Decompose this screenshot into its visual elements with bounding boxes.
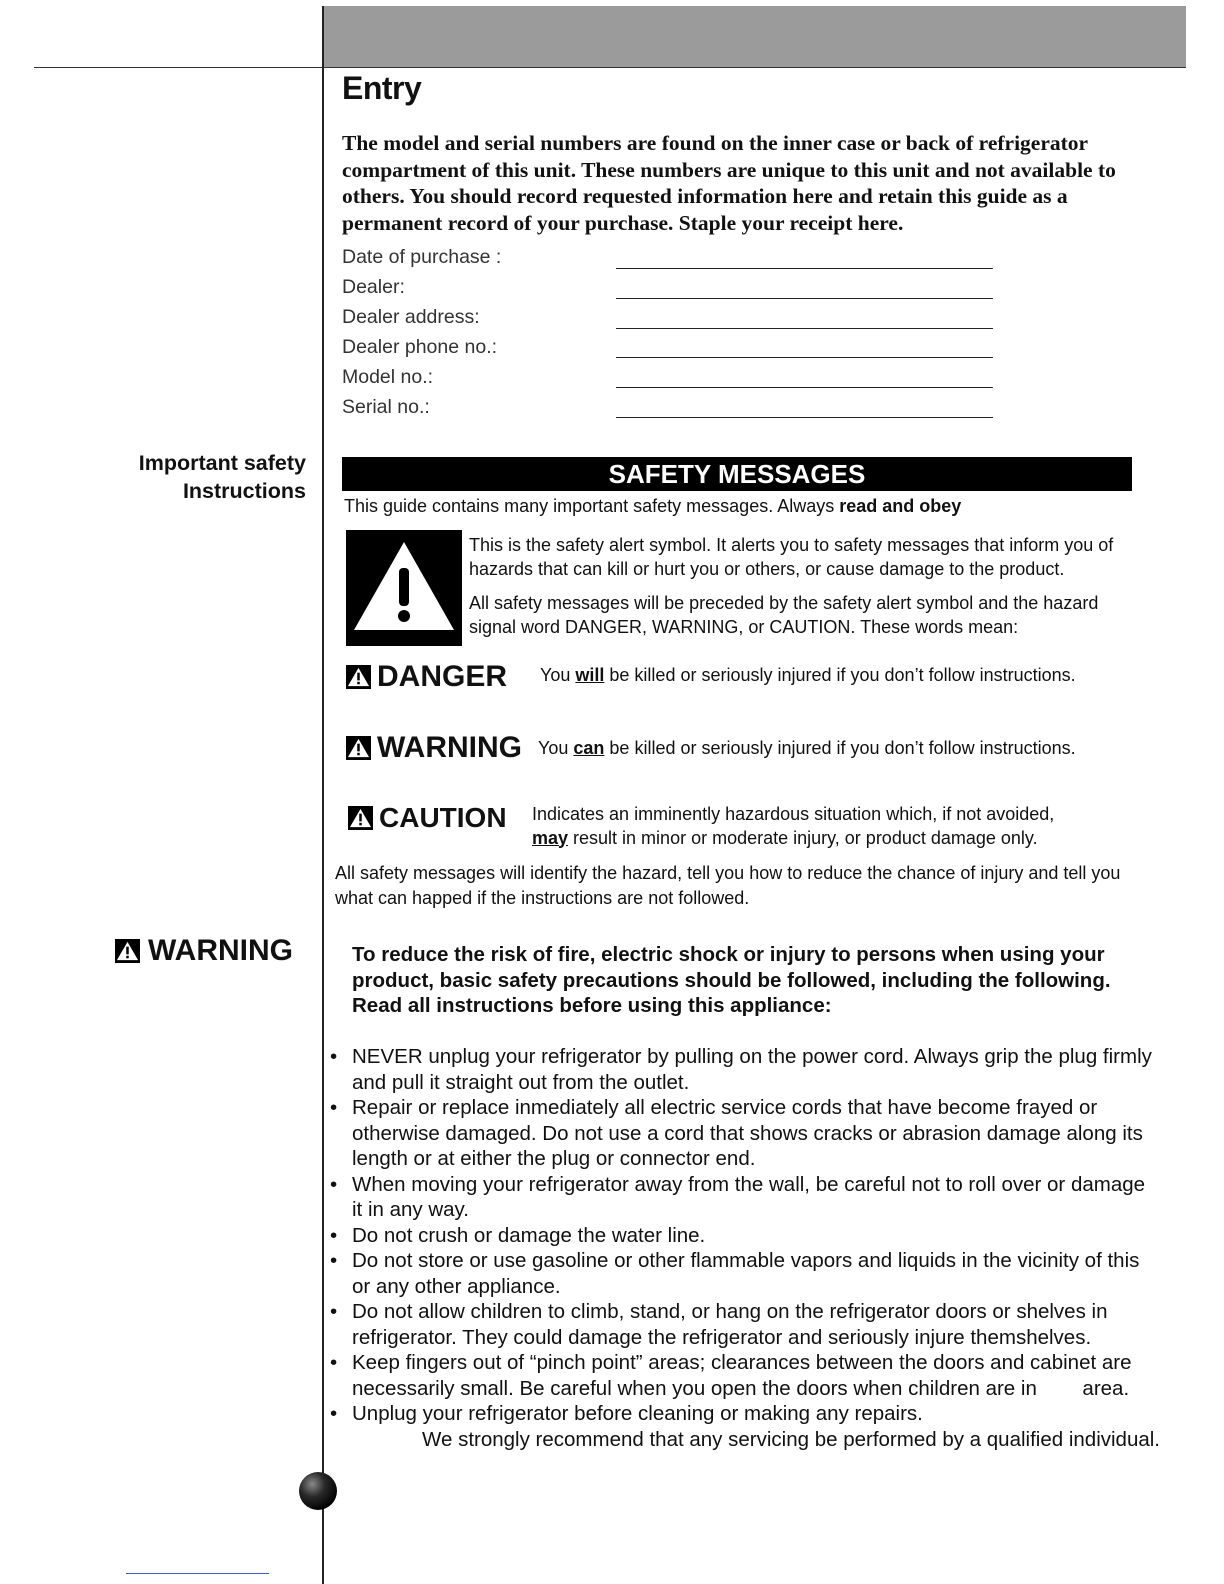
caution-description <box>532 803 1132 850</box>
danger-post: be killed or seriously injured if you don’t follow instructions. <box>604 665 1076 685</box>
safety-guide-prefix: This guide contains many important safety messages. Always <box>344 496 840 516</box>
list-item: • Do not allow children to climb, stand, or hang on the refrigerator doors or shelves in refrigerator. They could damage the refrigerator and seriously injure themshelves. <box>330 1300 1108 1349</box>
bullet-dot-icon: • <box>330 1172 338 1196</box>
bullet-dot-icon: • <box>330 1351 338 1374</box>
warning-emph: can <box>573 738 605 758</box>
bullet-dot-icon: • <box>330 1223 338 1247</box>
list-item: • Keep fingers out of “pinch point” areas; clearances between the doors and cabinet are necessarily small. Be careful when you open the doors when children are in area. <box>330 1351 1138 1400</box>
safety-guide-text <box>344 496 961 517</box>
footer-link-underline[interactable] <box>126 1573 269 1574</box>
danger-emph: will <box>575 665 605 685</box>
danger-signal <box>346 660 507 694</box>
caution-emph: may <box>532 827 569 848</box>
warning-signal <box>346 731 522 765</box>
safety-bullet-list <box>330 1044 1160 1452</box>
caution-triangle-icon <box>348 806 373 830</box>
sidebar-warning <box>115 934 293 968</box>
list-item: • NEVER unplug your refrigerator by pulling on the power cord. Always grip the plug firmly and pull it straight out from the outlet. <box>330 1045 1152 1094</box>
sidebar-safety-heading <box>80 449 306 505</box>
bullet-dot-icon: • <box>330 1045 338 1068</box>
page-title: Entry <box>342 70 422 106</box>
warning-triangle-small-icon <box>346 736 371 760</box>
caution-post: result in minor or moderate injury, or product damage only. <box>568 827 1038 848</box>
list-item: • Repair or replace inmediately all electric service cords that have become frayed or otherwise damaged. Do not use a cord that shows cracks or abrasion damage along its length or at either the plug or connector end. <box>330 1096 1143 1170</box>
warning-triangle-icon <box>346 530 462 646</box>
bullet-dot-icon: • <box>330 1096 338 1119</box>
safety-alert-symbol <box>346 530 462 646</box>
safety-messages-bar: SAFETY MESSAGES <box>342 457 1132 491</box>
all-safety-messages-text: All safety messages will identify the hazard, tell you how to reduce the chance of injury and tell you what can happed if the instructions are not followed. <box>335 863 1121 908</box>
danger-pre: You <box>540 665 576 685</box>
warning-pre: You <box>538 738 574 758</box>
record-label-date: Date of purchase : <box>342 246 502 268</box>
record-label-serial: Serial no.: <box>342 396 430 418</box>
list-item: • Unplug your refrigerator before cleaning or making any repairs. <box>330 1402 923 1425</box>
intro-paragraph: The model and serial numbers are found on the inner case or back of refrigerator compartment of this unit. These numbers are unique to this unit and not available to others. You should record requested information here and retain this guide as a permanent record of your purchase. Staple your receipt here. <box>342 131 1116 235</box>
caution-word: CAUTION <box>379 802 507 833</box>
bullet-dot-icon: • <box>330 1402 338 1425</box>
sidebar-warning-label: WARNING <box>148 934 293 967</box>
warning-description <box>538 737 1076 761</box>
warning-post: be killed or seriously injured if you don’t follow instructions. <box>604 738 1076 758</box>
warning-word: WARNING <box>377 731 522 764</box>
caution-line1: Indicates an imminently hazardous situation which, if not avoided, <box>532 804 1055 824</box>
list-item: • Do not store or use gasoline or other flammable vapors and liquids in the vicinity of this or any other appliance. <box>330 1249 1140 1298</box>
list-item: We strongly recommend that any servicing be performed by a qualified individual. <box>422 1427 1160 1451</box>
sidebar-safety-heading-line1: Important safety <box>138 451 306 475</box>
record-line-date[interactable] <box>616 268 993 269</box>
header-rule <box>34 67 1186 68</box>
page-ball-icon <box>299 1472 337 1510</box>
list-item: • When moving your refrigerator away from the wall, be careful not to roll over or damage it in any way. <box>330 1172 1146 1221</box>
danger-word: DANGER <box>377 660 508 693</box>
danger-triangle-icon <box>346 665 371 689</box>
vertical-rule <box>322 6 324 1584</box>
record-line-dealer[interactable] <box>616 298 993 299</box>
record-line-dealer-address[interactable] <box>616 328 993 329</box>
safety-guide-bold: read and obey <box>839 496 962 516</box>
danger-description <box>540 664 1076 688</box>
record-label-model: Model no.: <box>342 366 434 388</box>
list-item: • Do not crush or damage the water line. <box>330 1223 706 1247</box>
caution-signal <box>348 802 507 834</box>
sidebar-warning-triangle-icon <box>115 939 140 963</box>
record-label-dealer: Dealer: <box>342 276 405 298</box>
record-label-dealer-address: Dealer address: <box>342 306 480 328</box>
record-line-serial[interactable] <box>616 417 993 418</box>
record-line-model[interactable] <box>616 387 993 388</box>
bullet-dot-icon: • <box>330 1300 338 1323</box>
header-band <box>323 6 1186 67</box>
alert-paragraph-1: This is the safety alert symbol. It alerts you to safety messages that inform you of hazards that can kill or hurt you or others, or cause damage to the product. <box>469 535 1114 579</box>
bullet-dot-icon: • <box>330 1249 338 1272</box>
sidebar-safety-heading-line2: Instructions <box>182 479 306 503</box>
record-line-dealer-phone[interactable] <box>616 357 993 358</box>
alert-paragraph-2: All safety messages will be preceded by the safety alert symbol and the hazard signal word DANGER, WARNING, or CAUTION. These words mean: <box>469 593 1099 637</box>
warning-intro-text: To reduce the risk of fire, electric shock or injury to persons when using your product, basic safety precautions should be followed, including the following. Read all instructions before using this appliance: <box>352 943 1111 1017</box>
record-label-dealer-phone: Dealer phone no.: <box>342 336 498 358</box>
